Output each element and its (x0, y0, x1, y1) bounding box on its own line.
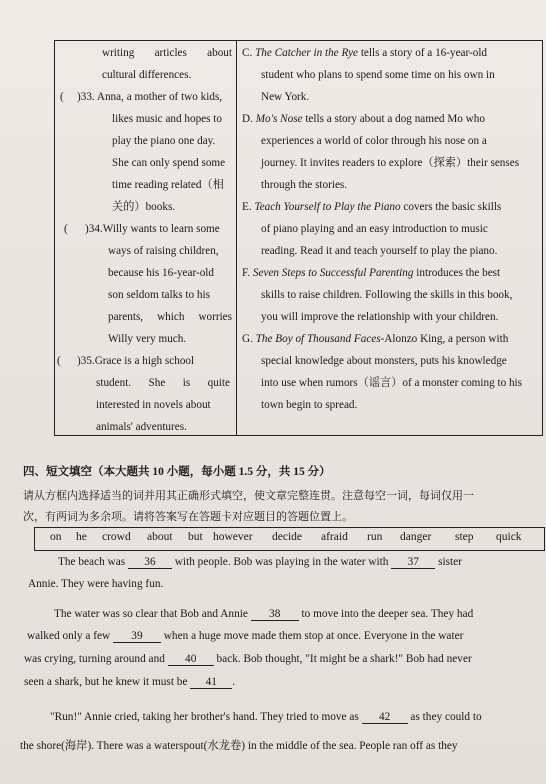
passage-text: sister (435, 556, 462, 568)
answer-paren: ( (57, 355, 61, 367)
table-divider (236, 40, 237, 436)
book-title: Teach Yourself to Play the Piano (254, 201, 401, 213)
option-d (242, 108, 485, 130)
option-label: F. (242, 267, 251, 279)
question-33: )33. Anna, a mother of two kids, (77, 91, 223, 103)
left-line: likes music and hopes to (112, 113, 222, 125)
word-option: on (50, 531, 62, 543)
passage-text: was crying, turning around and (24, 653, 168, 665)
left-line: 关的）books. (112, 201, 176, 213)
passage-text: seen a shark, but he knew it must be (24, 676, 191, 688)
passage-text: back. Bob thought, "It might be a shark!" Bob had never (213, 653, 472, 665)
book-title: The Boy of Thousand Faces (255, 333, 381, 345)
option-label: G. (242, 333, 253, 345)
left-line: parents, which worries (108, 311, 232, 323)
option-label: E. (242, 201, 252, 213)
passage-line: the shore(海岸). There was a waterspout(水龙卷) in the middle of the sea. People ran off as they (20, 740, 458, 752)
option-text: -Alonzo King, a person with (380, 333, 509, 345)
section-heading: 四、短文填空（本大题共 10 小题，每小题 1.5 分，共 15 分） (23, 466, 331, 478)
option-line: town begin to spread. (261, 399, 358, 411)
blank-42: 42 (362, 711, 408, 724)
option-c (242, 42, 487, 64)
passage-line (54, 608, 473, 621)
left-line: because his 16-year-old (108, 267, 215, 279)
blank-37: 37 (391, 556, 435, 569)
blank-40: 40 (168, 653, 214, 666)
option-line: journey. It invites readers to explore（探索）their senses (261, 157, 520, 169)
option-line: through the stories. (261, 179, 348, 191)
option-line: you will improve the relationship with your children. (261, 311, 499, 323)
word-option: run (367, 531, 383, 543)
blank-39: 39 (113, 630, 161, 643)
word-option: decide (272, 531, 303, 543)
option-line: special knowledge about monsters, puts his knowledge (261, 355, 507, 367)
left-line: play the piano one day. (112, 135, 216, 147)
option-line: reading. Read it and teach yourself to play the piano. (261, 245, 498, 257)
left-line: time reading related（相 (112, 179, 224, 191)
answer-paren: ( (64, 223, 68, 235)
passage-text: when a huge move made them stop at once. Everyone in the water (160, 630, 464, 642)
option-f (242, 262, 500, 284)
word-option: afraid (321, 531, 348, 543)
passage-text: "Run!" Annie cried, taking her brother's hand. They tried to move as (50, 711, 362, 723)
left-line: student. She is quite (96, 377, 230, 389)
answer-paren: ( (60, 91, 64, 103)
passage-text: The water was so clear that Bob and Annie (54, 608, 251, 620)
left-line: writing articles about (102, 47, 232, 59)
word-option: he (76, 531, 87, 543)
passage-text: . (232, 676, 236, 688)
left-line: son seldom talks to his (108, 289, 210, 301)
left-line: animals' adventures. (96, 421, 187, 433)
left-line: Willy very much. (108, 333, 187, 345)
section-instruction: 请从方框内选择适当的词并用其正确形式填空，使文章完整连贯。注意每空一词，每词仅用一 (23, 490, 474, 502)
passage-line (24, 653, 472, 666)
passage-text: The beach was (58, 556, 128, 568)
option-text: introduces the best (413, 267, 501, 279)
left-line: cultural differences. (102, 69, 192, 81)
left-line: She can only spend some (112, 157, 226, 169)
book-title: The Catcher in the Rye (255, 47, 359, 59)
left-line: interested in novels about (96, 399, 211, 411)
word-option: about (147, 531, 173, 543)
passage-text: as they could to (407, 711, 482, 723)
passage-line: Annie. They were having fun. (28, 578, 164, 590)
blank-38: 38 (251, 608, 299, 621)
passage-text: to move into the deeper sea. They had (298, 608, 474, 620)
blank-41: 41 (190, 676, 232, 689)
word-option: crowd (102, 531, 131, 543)
passage-text: with people. Bob was playing in the water with (171, 556, 392, 568)
passage-text: walked only a few (27, 630, 113, 642)
passage-line (27, 630, 463, 643)
passage-line (24, 676, 235, 689)
book-title: Seven Steps to Successful Parenting (252, 267, 414, 279)
word-option: quick (496, 531, 522, 543)
option-line: of piano playing and an easy introduction to music (261, 223, 488, 235)
passage-line (50, 711, 482, 724)
word-option: danger (400, 531, 432, 543)
option-text: covers the basic skills (400, 201, 502, 213)
word-option: however (213, 531, 253, 543)
blank-36: 36 (128, 556, 172, 569)
option-label: C. (242, 47, 253, 59)
option-label: D. (242, 113, 253, 125)
option-line: experiences a world of color through his nose on a (261, 135, 487, 147)
passage-line (58, 556, 462, 569)
option-line: into use when rumors（谣言）of a monster coming to his (261, 377, 523, 389)
option-text: tells a story about a dog named Mo who (302, 113, 485, 125)
option-line: skills to raise children. Following the skills in this book, (261, 289, 513, 301)
left-line: ways of raising children, (108, 245, 219, 257)
section-instruction: 次，有两词为多余项。请将答案写在答题卡对应题目的答题位置上。 (23, 511, 353, 523)
question-35: )35.Grace is a high school (77, 355, 195, 367)
question-34: )34.Willy wants to learn some (85, 223, 220, 235)
word-option: step (455, 531, 474, 543)
option-text: tells a story of a 16-year-old (358, 47, 488, 59)
book-title: Mo's Nose (255, 113, 303, 125)
option-line: New York. (261, 91, 310, 103)
option-g (242, 328, 508, 350)
option-line: student who plans to spend some time on his own in (261, 69, 495, 81)
word-option: but (188, 531, 203, 543)
option-e (242, 196, 501, 218)
